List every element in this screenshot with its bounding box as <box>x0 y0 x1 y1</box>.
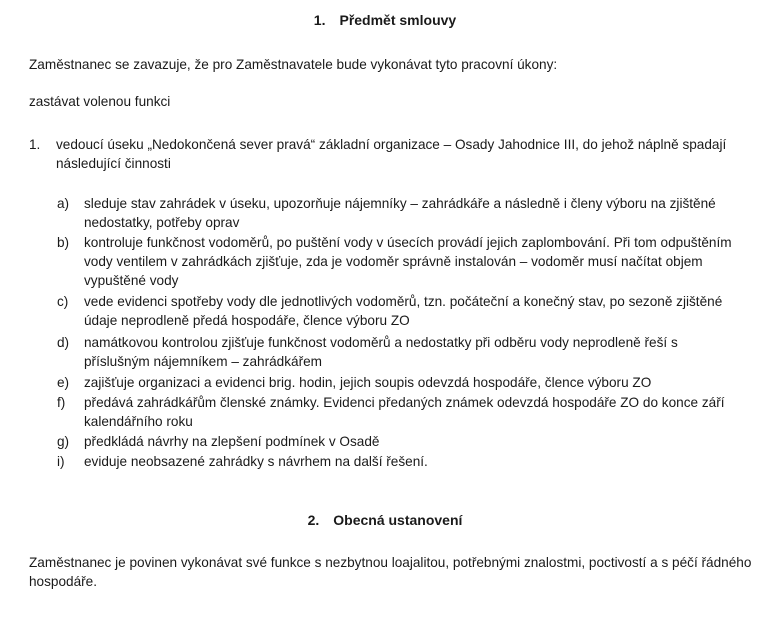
subitem-label: a) <box>57 196 70 211</box>
subitem-text: eviduje neobsazené zahrádky s návrhem na další řešení. <box>84 454 428 469</box>
section-2-text: Zaměstnanec je povinen vykonávat své funkce s nezbytnou loajalitou, potřebnými znalostmi, poctivostí a s péčí řádného hospodáře. <box>29 555 752 589</box>
item-1-text: vedoucí úseku „Nedokončená sever pravá“ základní organizace – Osady Jahodnice III, do jehož náplně spadají následující činnosti <box>56 137 727 171</box>
section-1-title: Předmět smlouvy <box>339 12 457 28</box>
subitem-label: f) <box>57 395 66 410</box>
subitem-label: c) <box>57 294 69 309</box>
section-1-function: zastávat volenou funkci <box>29 94 171 109</box>
subitem-text: zajišťuje organizaci a evidenci brig. hodin, jejich soupis odevzdá hospodáře, člence výboru ZO <box>84 375 652 390</box>
subitem-text: předkládá návrhy na zlepšení podmínek v Osadě <box>84 434 380 449</box>
section-2-number: 2. <box>307 512 320 528</box>
subitem-label: d) <box>57 335 70 350</box>
section-1-intro: Zaměstnanec se zavazuje, že pro Zaměstnavatele bude vykonávat tyto pracovní úkony: <box>29 57 558 72</box>
subitem-text: vede evidenci spotřeby vody dle jednotlivých vodoměrů, tzn. počáteční a konečný stav, po sezoně zjištěné údaje neprodleně předá hospodáře, člence výboru ZO <box>84 294 723 328</box>
subitem-text: sleduje stav zahrádek v úseku, upozorňuje nájemníky – zahrádkáře a následně i členy výboru na zjištěné nedostatky, potřeby oprav <box>84 196 716 230</box>
subitem-text: kontroluje funkčnost vodoměrů, po puštění vody v úsecích provádí jejich zaplombování. Při tom odpuštěním vody ventilem v zahrádkách zjišťuje, zda je vodoměr správně instalován – vodoměr musí načítat objem vypuštěné vody <box>84 235 732 288</box>
subitem-label: g) <box>57 434 70 449</box>
subitem-label: b) <box>57 235 70 250</box>
section-2-heading <box>0 511 770 530</box>
subitem-text: předává zahrádkářům členské známky. Evidenci předaných známek odevzdá hospodáře ZO do konce září kalendářního roku <box>84 395 725 429</box>
subitem-text: namátkovou kontrolou zjišťuje funkčnost vodoměrů a nedostatky při odběru vody neprodleně řeší s příslušným nájemníkem – zahrádkářem <box>84 335 678 369</box>
subitem-label: e) <box>57 375 70 390</box>
section-2-title: Obecná ustanovení <box>333 512 463 528</box>
section-1-number: 1. <box>313 12 326 28</box>
item-1-label: 1. <box>29 137 41 152</box>
section-1-heading <box>0 11 770 30</box>
subitem-label: i) <box>57 454 65 469</box>
